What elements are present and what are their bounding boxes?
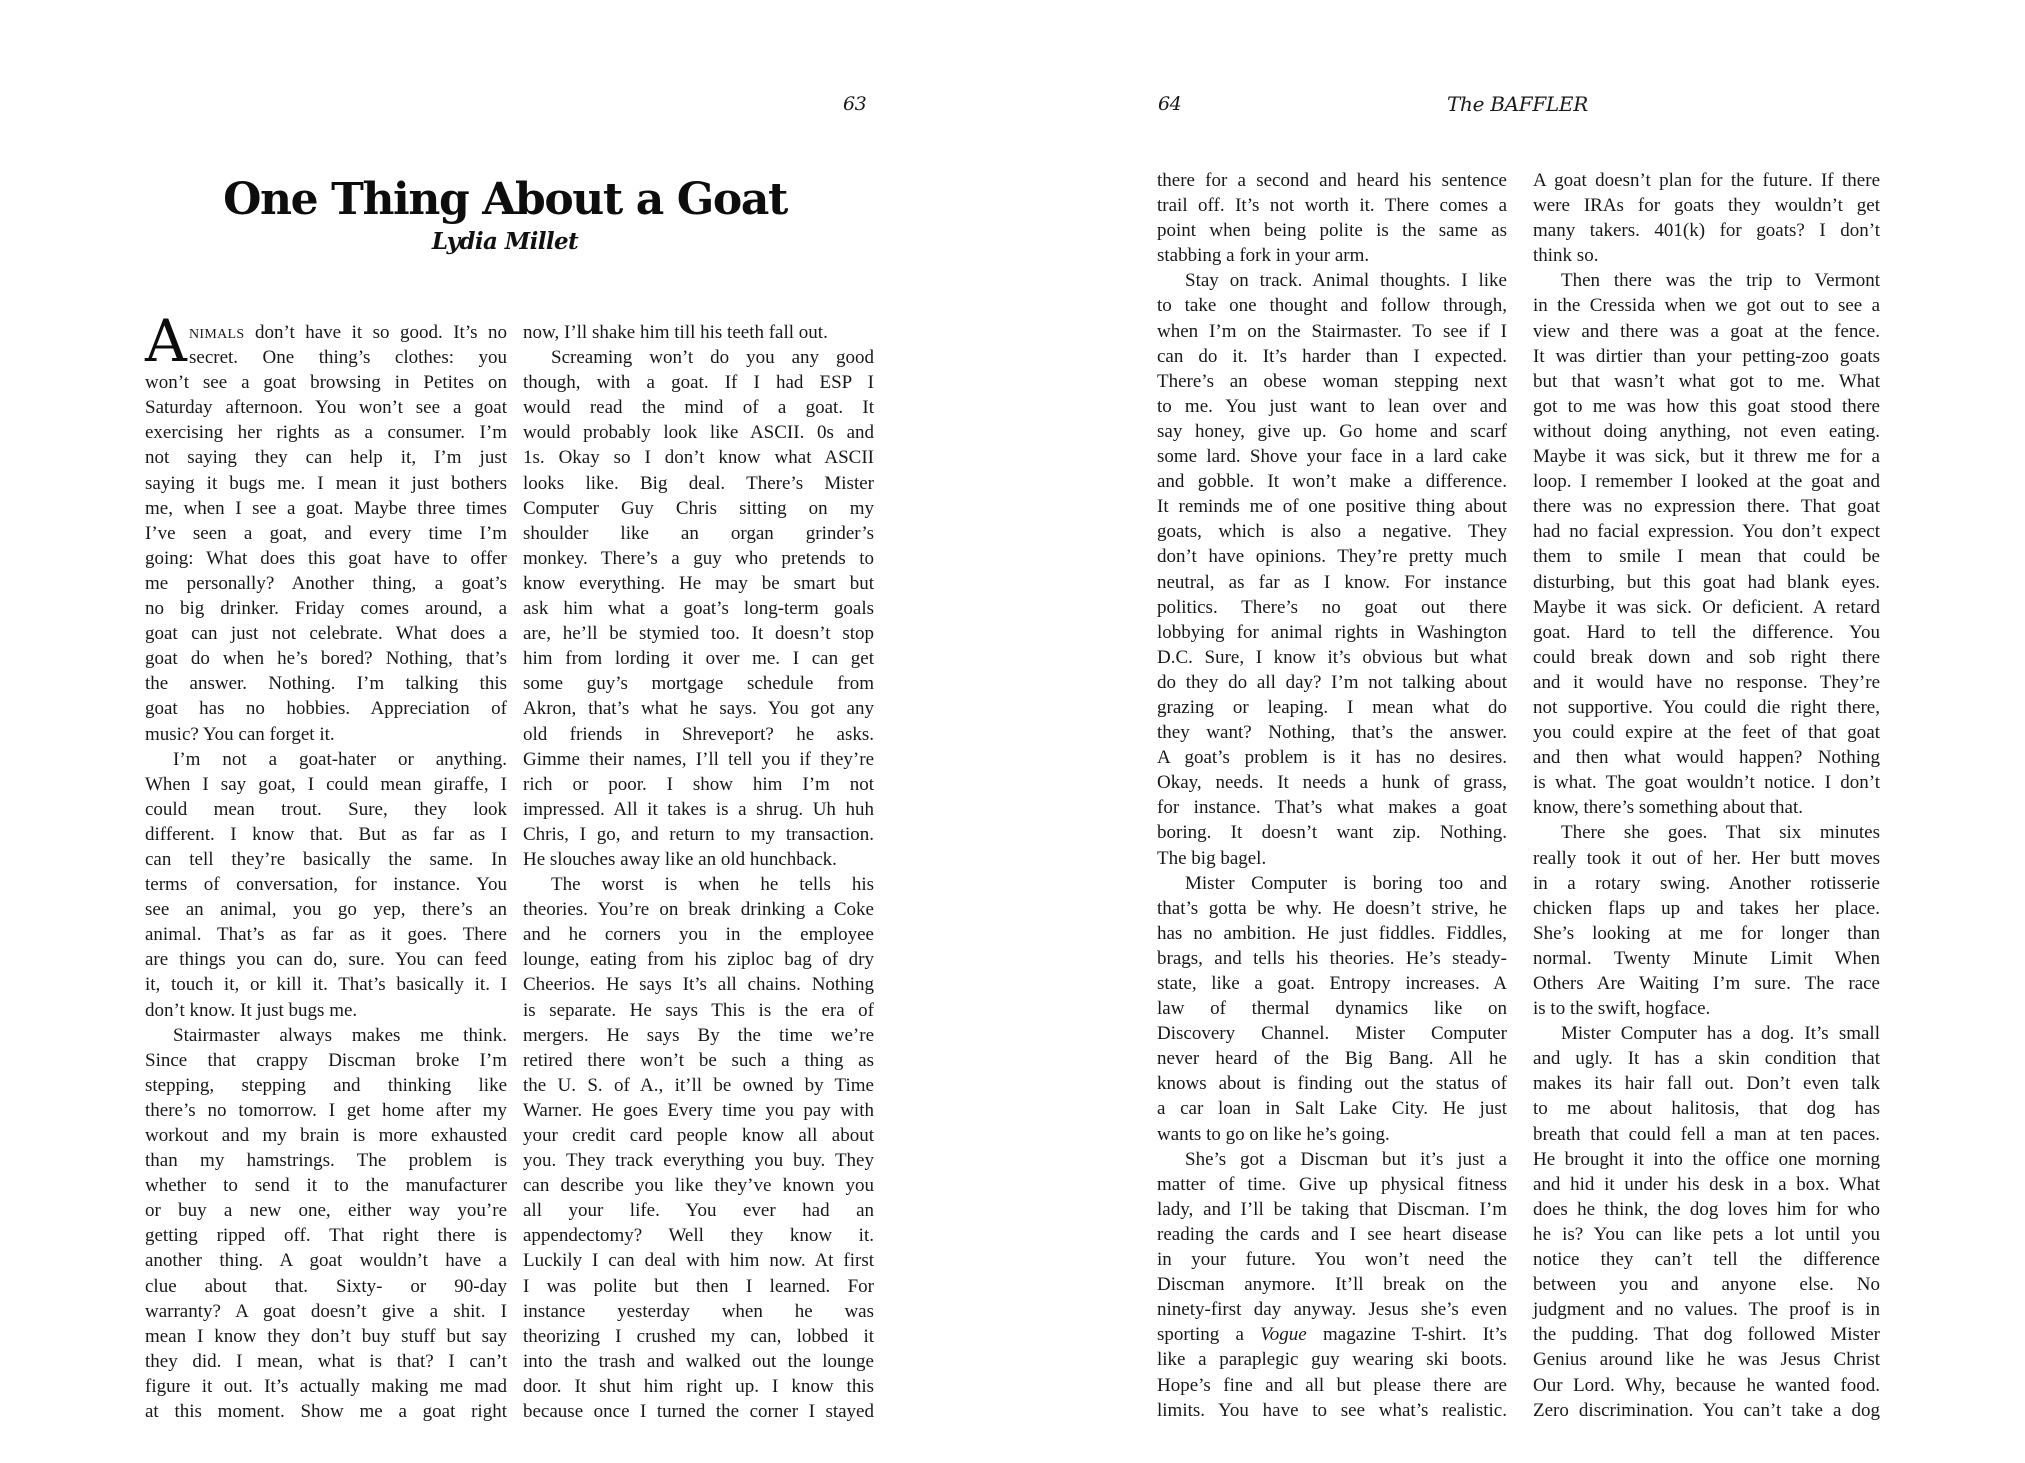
text-line: can tell they’re basically the same. In [145, 848, 507, 870]
text-line: is separate. He says This is the era of [523, 999, 874, 1021]
text-line: not supportive. You could die right there, [1533, 696, 1880, 718]
text-line: Okay, needs. It needs a hunk of grass, [1157, 772, 1507, 794]
page-number-right: 64 [1158, 93, 1182, 115]
text-line: Discman anymore. It’ll break on the [1157, 1274, 1507, 1296]
text-line: for instance. That’s what makes a goat [1157, 797, 1507, 819]
text-line: you. They track everything you buy. They [523, 1150, 874, 1172]
text-line: view and there was a goat at the fence. [1533, 320, 1880, 342]
text-line: Since that crappy Discman broke I’m [145, 1049, 507, 1071]
text-line: don’t have opinions. They’re pretty much [1157, 546, 1507, 568]
text-line: goat has no hobbies. Appreciation of [145, 698, 507, 720]
text-line: The worst is when he tells his [551, 874, 874, 896]
text-line: She’s looking at me for longer than [1533, 922, 1880, 944]
text-line: and then what would happen? Nothing [1533, 747, 1880, 769]
small-caps-lead: NIMALS [189, 327, 245, 342]
text-line: knows about is finding out the status of [1157, 1073, 1507, 1095]
running-head: The BAFFLER [1447, 92, 1588, 116]
text-line: another thing. A goat wouldn’t have a [145, 1250, 507, 1272]
text-line: Chris, I go, and return to my transaction. [523, 823, 874, 845]
text-line: when I’m on the Stairmaster. To see if I [1157, 320, 1507, 342]
text-line: they want? Nothing, that’s the answer. [1157, 722, 1507, 744]
text-line: trail off. It’s not worth it. There comes a [1157, 195, 1507, 217]
text-line: The big bagel. [1157, 847, 1267, 869]
article-title: One Thing About a Goat [223, 174, 787, 225]
text-line: no big drinker. Friday comes around, a [145, 598, 507, 620]
text-line: normal. Twenty Minute Limit When [1533, 947, 1880, 969]
text-line: boring. It doesn’t want zip. Nothing. [1157, 822, 1507, 844]
text-line: there was no expression there. That goat [1533, 496, 1880, 518]
text-line: don’t know. It just bugs me. [145, 999, 358, 1021]
text-line: that’s gotta be why. He doesn’t strive, he [1157, 897, 1507, 919]
text-line: in the Cressida when we got out to see a [1533, 295, 1880, 317]
text-line: limits. You have to see what’s realistic. [1157, 1399, 1507, 1421]
text-line: clue about that. Sixty- or 90-day [145, 1275, 507, 1297]
text-line: though, with a goat. If I had ESP I [523, 372, 874, 394]
text-line: A goat’s problem is it has no desires. [1157, 747, 1507, 769]
text-line: goat. Hard to tell the difference. You [1533, 621, 1880, 643]
text-line: Stairmaster always makes me think. [173, 1024, 507, 1046]
text-line: won’t see a goat browsing in Petites on [145, 372, 507, 394]
text-line: shoulder like an organ grinder’s [523, 522, 874, 544]
text-line: Cheerios. He says It’s all chains. Nothing [523, 974, 874, 996]
text-line: music? You can forget it. [145, 723, 335, 745]
text-line: had no facial expression. You don’t expect [1533, 521, 1880, 543]
text-line: Maybe it was sick. Or deficient. A retard [1533, 596, 1880, 618]
text-line: lounge, eating from his ziploc bag of dry [523, 949, 874, 971]
text-line: and ugly. It has a skin condition that [1533, 1048, 1880, 1070]
text-line: into the trash and walked out the lounge [523, 1350, 874, 1372]
text-line: law of thermal dynamics like on [1157, 998, 1507, 1020]
text-line: the pudding. That dog followed Mister [1533, 1324, 1880, 1346]
text-line: exercising her rights as a consumer. I’m [145, 422, 507, 444]
text-line: Maybe it was sick, but it threw me for a [1533, 446, 1880, 468]
text-line: to me about halitosis, that dog has [1533, 1098, 1880, 1120]
text-line: to me. You just want to lean over and [1157, 395, 1507, 417]
text-line: has no ambition. He just fiddles. Fiddles, [1157, 922, 1507, 944]
text-line: really took it out of her. Her butt moves [1533, 847, 1880, 869]
text-line: all your life. You ever had an [523, 1200, 874, 1222]
text-line: see an animal, you go yep, there’s an [145, 899, 507, 921]
text-line: 1s. Okay so I don’t know what ASCII [523, 447, 874, 469]
text-line: ninety-first day anyway. Jesus she’s even [1157, 1299, 1507, 1321]
text-line: can do it. It’s harder than I expected. [1157, 345, 1507, 367]
text-line: retired there won’t be such a thing as [523, 1049, 874, 1071]
text-line: neutral, as far as I know. For instance [1157, 571, 1507, 593]
text-line: different. I know that. But as far as I [145, 823, 507, 845]
text-line: and hid it under his desk in a box. What [1533, 1173, 1880, 1195]
text-line: them to smile I mean that could be [1533, 546, 1880, 568]
text-line: say honey, give up. Go home and scarf [1157, 420, 1507, 442]
text-line: Stay on track. Animal thoughts. I like [1185, 270, 1507, 292]
text-line: I’m not a goat-hater or anything. [173, 748, 507, 770]
text-line: Discovery Channel. Mister Computer [1157, 1023, 1507, 1045]
text-line: grazing or leaping. I mean what do [1157, 696, 1507, 718]
text-line: A goat doesn’t plan for the future. If there [1533, 170, 1880, 191]
text-line: disturbing, but this goat had blank eyes. [1533, 571, 1880, 593]
text-line: makes its hair fall out. Don’t even talk [1533, 1073, 1880, 1095]
text-line: some lard. Shove your face in a lard cake [1157, 446, 1507, 468]
text-line: stabbing a fork in your arm. [1157, 245, 1370, 267]
text-line: brags, and tells his theories. He’s steady- [1157, 947, 1507, 969]
column-3 [1157, 168, 1507, 1423]
article-author: Lydia Millet [431, 228, 579, 255]
text-line: judgment and no values. The proof is in [1533, 1299, 1880, 1321]
text-line: the answer. Nothing. I’m talking this [145, 673, 507, 695]
text-line: impressed. All it takes is a shrug. Uh huh [523, 798, 874, 820]
text-line: Akron, that’s what he says. You got any [523, 698, 874, 720]
text-line: loop. I remember I looked at the goat and [1533, 471, 1880, 493]
text-line: know, there’s something about that. [1533, 797, 1803, 819]
text-line: in a rotary swing. Another rotisserie [1533, 872, 1880, 894]
text-line: like a paraplegic guy wearing ski boots. [1157, 1349, 1507, 1371]
text-line: do they do all day? I’m not talking about [1157, 671, 1507, 693]
text-line: are, he’ll be stymied too. It doesn’t stop [523, 623, 874, 645]
drop-cap: A [145, 307, 187, 375]
column-4 [1533, 168, 1880, 1423]
text-line: warranty? A goat doesn’t give a shit. I [145, 1300, 507, 1322]
text-line: Zero discrimination. You can’t take a dog [1533, 1399, 1880, 1421]
text-line: to take one thought and follow through, [1157, 295, 1507, 317]
text-line: lady, and I’ll be taking that Discman. I’m [1157, 1198, 1507, 1220]
text-line: There’s an obese woman stepping next [1157, 370, 1507, 392]
text-line: animal. That’s as far as it goes. There [145, 924, 507, 946]
text-line: Warner. He goes Every time you pay with [523, 1099, 874, 1121]
text-line: goats, which is also a negative. They [1157, 521, 1507, 543]
text-line: some guy’s mortgage schedule from [523, 673, 874, 695]
text-line: Computer Guy Chris sitting on my [523, 497, 874, 519]
text-line: got to me was how this goat stood there [1533, 395, 1880, 417]
text-line: old friends in Shreveport? he asks. [523, 723, 874, 745]
text-line: now, I’ll shake him till his teeth fall out. [523, 322, 828, 343]
text-line: Hope’s fine and all but please there are [1157, 1374, 1507, 1396]
text-line: goat do when he’s bored? Nothing, that’s [145, 648, 507, 670]
text-line: Screaming won’t do you any good [551, 347, 874, 369]
text-line: can describe you like they’ve known you [523, 1175, 874, 1197]
text-line: He brought it into the office one morning [1533, 1148, 1880, 1170]
text-line: Saturday afternoon. You won’t see a goat [145, 397, 507, 419]
text-line: figure it out. It’s actually making me mad [145, 1375, 507, 1397]
text-line: There she goes. That six minutes [1561, 822, 1880, 844]
text-line: me, when I see a goat. Maybe three times [145, 497, 507, 519]
text-line: saying it bugs me. I mean it just bothers [145, 472, 507, 494]
text-line: I was polite but then I learned. For [523, 1275, 874, 1297]
text-line: Mister Computer has a dog. It’s small [1561, 1023, 1880, 1045]
text-line: terms of conversation, for instance. You [145, 874, 507, 896]
text-line: your credit card people know all about [523, 1125, 874, 1146]
text-line: sporting a Vogue magazine T-shirt. It’s [1157, 1324, 1507, 1346]
text-line: know everything. He may be smart but [523, 572, 874, 594]
text-line: He slouches away like an old hunchback. [523, 848, 837, 870]
text-line: Luckily I can deal with him now. At first [523, 1250, 874, 1272]
text-line: and he corners you in the employee [523, 924, 874, 946]
column-2 [523, 320, 874, 1424]
text-line: because once I turned the corner I stayed [523, 1401, 874, 1423]
text-line: Then there was the trip to Vermont [1561, 270, 1880, 292]
text-line: in your future. You won’t need the [1157, 1249, 1507, 1271]
text-line: ask him what a goat’s long-term goals [523, 598, 874, 620]
text-line: and gobble. It won’t make a difference. [1157, 471, 1507, 493]
text-line: state, like a goat. Entropy increases. A [1157, 973, 1507, 994]
text-line: breath that could fell a man at ten paces. [1533, 1123, 1880, 1145]
text-line: mean I know they don’t buy stuff but say [145, 1325, 507, 1347]
text-line: could break down and sob right there [1533, 646, 1880, 668]
text-line: without doing anything, not even eating. [1533, 420, 1880, 442]
text-line: would probably look like ASCII. 0s and [523, 422, 874, 444]
text-line: whether to send it to the manufacturer [145, 1175, 507, 1197]
text-line: When I say goat, I could mean giraffe, I [145, 773, 507, 795]
text-line: It was dirtier than your petting-zoo goats [1533, 345, 1880, 367]
text-line: politics. There’s no goat out there [1157, 596, 1507, 618]
text-line: but that wasn’t what got to me. What [1533, 370, 1880, 392]
text-line: are things you can do, sure. You can feed [145, 949, 507, 971]
text-line: at this moment. Show me a goat right [145, 1401, 507, 1423]
text-line: theories. You’re on break drinking a Coke [523, 899, 874, 921]
text-line: instance yesterday when he was [523, 1300, 874, 1322]
text-line: there’s no tomorrow. I get home after my [145, 1099, 507, 1121]
text-line: and it would have no response. They’re [1533, 671, 1880, 693]
column-1 [145, 320, 507, 1424]
text-line: not saying they can help it, I’m just [145, 447, 507, 469]
text-line: you could expire at the feet of that goat [1533, 722, 1880, 744]
text-line: I’ve seen a goat, and every time I’m [145, 522, 507, 544]
text-line: never heard of the Big Bang. All he [1157, 1048, 1507, 1070]
text-line: It reminds me of one positive thing about [1157, 496, 1507, 518]
text-line: me personally? Another thing, a goat’s [145, 572, 507, 594]
text-line: She’s got a Discman but it’s just a [1185, 1148, 1507, 1170]
text-line: point when being polite is the same as [1157, 220, 1507, 242]
text-line: reading the cards and I see heart disease [1157, 1223, 1507, 1245]
text-line: secret. One thing’s clothes: you [189, 347, 507, 369]
text-line: looks like. Big deal. There’s Mister [523, 472, 874, 494]
text-line: many takers. 401(k) for goats? I don’t [1533, 220, 1880, 242]
text-line: theorizing I crushed my can, lobbed it [523, 1325, 874, 1347]
text-line: Our Lord. Why, because he wanted food. [1533, 1374, 1880, 1396]
text-line: appendectomy? Well they know it. [523, 1225, 874, 1247]
text-line: Gimme their names, I’ll tell you if they’re [523, 748, 874, 770]
text-line: D.C. Sure, I know it’s obvious but what [1157, 646, 1507, 668]
text-line: lobbying for animal rights in Washington [1157, 621, 1507, 643]
text-line: they did. I mean, what is that? I can’t [145, 1350, 507, 1372]
italic-text: Vogue [1260, 1324, 1307, 1346]
text-line: Others Are Waiting I’m sure. The race [1533, 973, 1880, 994]
text-line: or buy a new one, either way you’re [145, 1200, 507, 1222]
text-line: mergers. He says By the time we’re [523, 1024, 874, 1046]
text-line: goat can just not celebrate. What does a [145, 623, 507, 645]
text-line: monkey. There’s a guy who pretends to [523, 547, 874, 569]
text-line: wants to go on like he’s going. [1157, 1123, 1390, 1145]
text-line: rich or poor. I show him I’m not [523, 773, 874, 795]
text-line: were IRAs for goats they wouldn’t get [1533, 195, 1880, 217]
text-line: would read the mind of a goat. It [523, 397, 874, 419]
text-line: him from lording it over me. I can get [523, 648, 874, 670]
text-line: workout and my brain is more exhausted [145, 1125, 507, 1146]
text-line: getting ripped off. That right there is [145, 1225, 507, 1247]
text-line: stepping, stepping and thinking like [145, 1074, 507, 1096]
text-line: could mean trout. Sure, they look [145, 798, 507, 820]
text-line: notice they can’t tell the difference [1533, 1249, 1880, 1271]
text-line: between you and anyone else. No [1533, 1274, 1880, 1296]
text-line: there for a second and heard his sentence [1157, 170, 1507, 191]
text-line: than my hamstrings. The problem is [145, 1150, 507, 1172]
text-line: is what. The goat wouldn’t notice. I don’t [1533, 772, 1880, 794]
text-line: NIMALS don’t have it so good. It’s no [189, 322, 507, 343]
text-line: Mister Computer is boring too and [1185, 872, 1507, 894]
text-line: a car loan in Salt Lake City. He just [1157, 1098, 1507, 1120]
text-line: think so. [1533, 245, 1599, 267]
text-line: is to the swift, hogface. [1533, 998, 1711, 1020]
text-line: door. It shut him right up. I know this [523, 1375, 874, 1397]
text-line: chicken flaps up and takes her place. [1533, 897, 1880, 919]
text-line: going: What does this goat have to offer [145, 547, 507, 569]
text-line: it, touch it, or kill it. That’s basically it. I [145, 974, 507, 996]
text-line: matter of time. Give up physical fitness [1157, 1173, 1507, 1195]
text-line: the U. S. of A., it’ll be owned by Time [523, 1074, 874, 1096]
text-line: Genius around like he was Jesus Christ [1533, 1349, 1880, 1371]
text-line: he is? You can like pets a lot until you [1533, 1223, 1880, 1245]
page-number-left: 63 [843, 93, 867, 115]
text-line: does he think, the dog loves him for who [1533, 1198, 1880, 1220]
